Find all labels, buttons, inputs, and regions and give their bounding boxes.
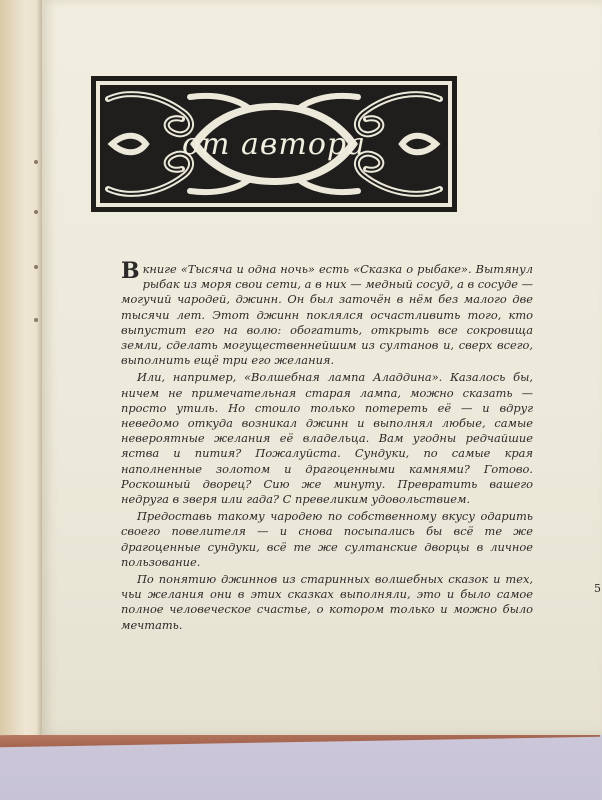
page-number: 5 bbox=[594, 582, 601, 595]
chapter-title: от автора bbox=[182, 126, 366, 162]
paragraph-text: Или, например, «Волшебная лампа Аладдина». Казалось бы, ничем не примечательная старая лампа, можно сказать — просто утиль. Но стоило только потереть её — и вдруг неведомо откуда возникал джинн и выполнял любые, самые невероятные желания её владельца. Вам угодны редчайшие яства и пития? Пожалуйста. Сундуки, по самые края наполненные золотом и драгоценными камнями? Готово. Роскошный дворец? Сию же минуту. Превратить вашего недруга в зверя или гада? С превеликим удовольствием. bbox=[121, 370, 533, 507]
paragraph-text: Предоставь такому чародею по собственному вкусу одарить своего повелителя — и снова посыпались бы всё те же драгоценные сундуки, всё те же султанские дворцы в личное пользование. bbox=[121, 509, 533, 569]
binding-stitch bbox=[34, 265, 38, 269]
ornament-frame bbox=[90, 75, 458, 213]
body-text bbox=[121, 258, 533, 635]
binding-stitch bbox=[34, 160, 38, 164]
book-page bbox=[42, 0, 602, 735]
binding-stitch bbox=[34, 318, 38, 322]
paragraph-text: книге «Тысяча и одна ночь» есть «Сказка о рыбаке». Вытянул рыбак из моря свои сети, а в них — медный сосуд, а в сосуде — могучий чародей, джинн. Он был заточён в нём без малого две тысячи лет. Этот джинн поклялся осчастливить того, кто выпустит его на волю: обогатить, открыть все сокровища земли, сделать могущественнейшим из султанов и, сверх всего, выполнить ещё три его желания. bbox=[121, 262, 533, 368]
book-spine bbox=[0, 0, 43, 735]
binding-stitch bbox=[34, 210, 38, 214]
drop-cap: В bbox=[121, 258, 140, 284]
chapter-ornament bbox=[90, 75, 458, 213]
paragraph bbox=[121, 258, 533, 368]
paragraph bbox=[121, 509, 533, 570]
paragraph bbox=[121, 370, 533, 507]
paragraph bbox=[121, 572, 533, 633]
paragraph-text: По понятию джиннов из старинных волшебных сказок и тех, чьи желания они в этих сказках выполняли, это и было самое полное человеческое счастье, о котором только и можно было мечтать. bbox=[121, 572, 533, 632]
